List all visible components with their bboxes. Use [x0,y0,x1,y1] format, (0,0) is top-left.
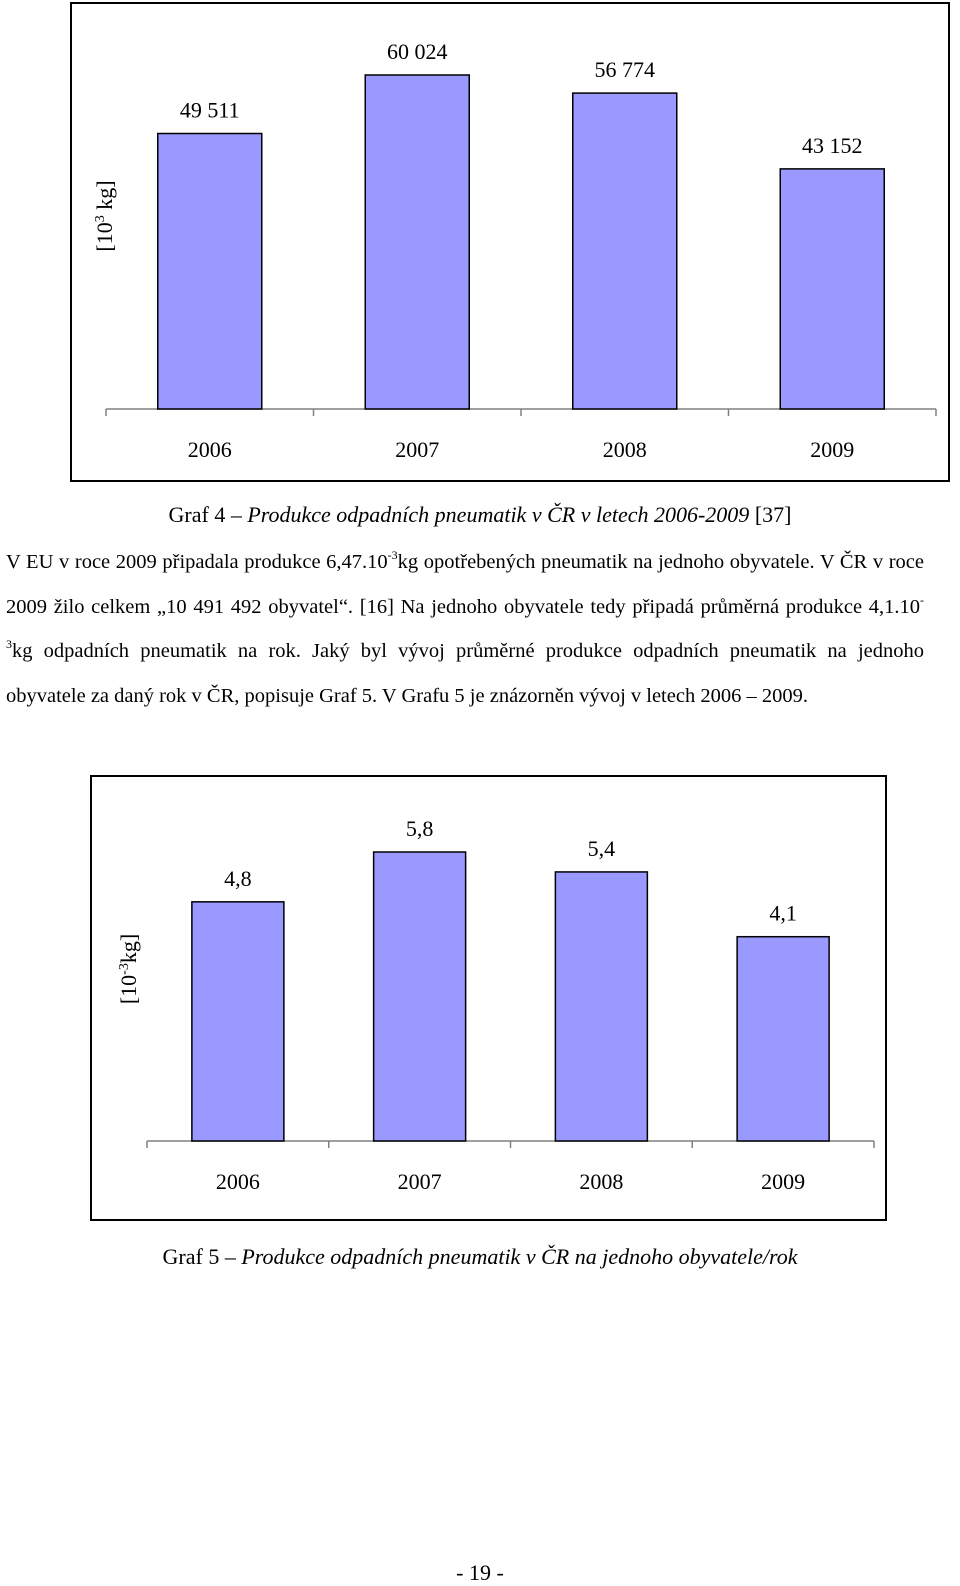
chart-2-data-label-2009: 4,1 [769,900,797,926]
caption-graf-5-title: Produkce odpadních pneumatik v ČR na jednoho obyvatele/rok [241,1244,798,1269]
chart-1 [70,2,950,482]
chart-2-bar-2008 [555,872,647,1141]
chart-1-y-axis-label-unit: kg] [92,180,117,216]
chart-2 [90,775,887,1221]
chart-1-svg [72,4,952,484]
caption-graf-4-prefix: Graf 4 – [168,502,248,527]
chart-1-data-label-2008: 56 774 [594,57,655,83]
chart-1-y-axis-label [92,180,117,251]
para-sup-1: -3 [387,548,398,562]
chart-1-data-label-2007: 60 024 [387,39,448,64]
chart-2-category-label-2007: 2007 [397,1169,442,1194]
chart-2-svg [92,777,889,1223]
caption-graf-5 [0,1244,960,1270]
para-sup-2: -3 [6,592,924,651]
chart-2-bar-2009 [737,937,829,1141]
chart-1-bar-2006 [158,133,262,409]
chart-2-bar-2006 [192,902,284,1141]
chart-1-bar-2008 [573,93,677,409]
chart-1-y-axis-label-exponent: 3 [93,215,108,223]
body-paragraph [6,540,924,718]
para-text-3: kg odpadních pneumatik na rok. Jaký byl vývoj průměrné produkce odpadních pneumatik na jednoho obyvatele za daný rok v ČR, popisuje Graf 5. V Grafu 5 je znázorněn vývoj v letech 2006 – 2009. [6,640,924,707]
caption-graf-4 [0,502,960,528]
page-number: - 19 - [456,1560,504,1585]
chart-1-category-label-2007: 2007 [395,437,440,462]
chart-2-data-label-2006: 4,8 [224,865,252,891]
chart-1-data-label-2009: 43 152 [802,132,863,158]
chart-1-y-axis-label-base: [10 [92,222,117,252]
chart-1-bar-2007 [365,75,469,409]
chart-1-category-label-2009: 2009 [810,437,855,462]
chart-2-data-label-2007: 5,8 [405,816,434,841]
chart-2-bar-2007 [374,852,466,1141]
chart-2-category-label-2006: 2006 [215,1169,260,1194]
caption-graf-5-prefix: Graf 5 – [162,1244,242,1269]
chart-1-category-label-2008: 2008 [602,437,647,462]
chart-1-bar-2009 [780,169,884,409]
chart-1-data-label-2006: 49 511 [179,97,240,123]
para-text-2: kg opotřebených pneumatik na jednoho obyvatele. V ČR v roce 2009 žilo celkem „10 491 492 obyvatel“. [16] Na jednoho obyvatele tedy připadá průměrná produkce 4,1.10 [6,551,924,618]
chart-2-y-axis-label-base: [10 [116,974,141,1005]
chart-2-data-label-2008: 5,4 [587,835,616,861]
para-text-1: V EU v roce 2009 připadala produkce 6,47.10 [6,551,388,573]
chart-2-y-axis-label-unit: kg] [116,933,141,964]
caption-graf-4-ref: [37] [749,502,792,527]
chart-2-category-label-2009: 2009 [761,1169,806,1194]
chart-2-y-axis-label-exponent: -3 [117,963,132,975]
chart-2-y-axis-label [116,934,141,1004]
caption-graf-4-title: Produkce odpadních pneumatik v ČR v letech 2006-2009 [247,502,750,527]
chart-2-category-label-2008: 2008 [579,1169,624,1194]
chart-1-category-label-2006: 2006 [187,437,232,462]
